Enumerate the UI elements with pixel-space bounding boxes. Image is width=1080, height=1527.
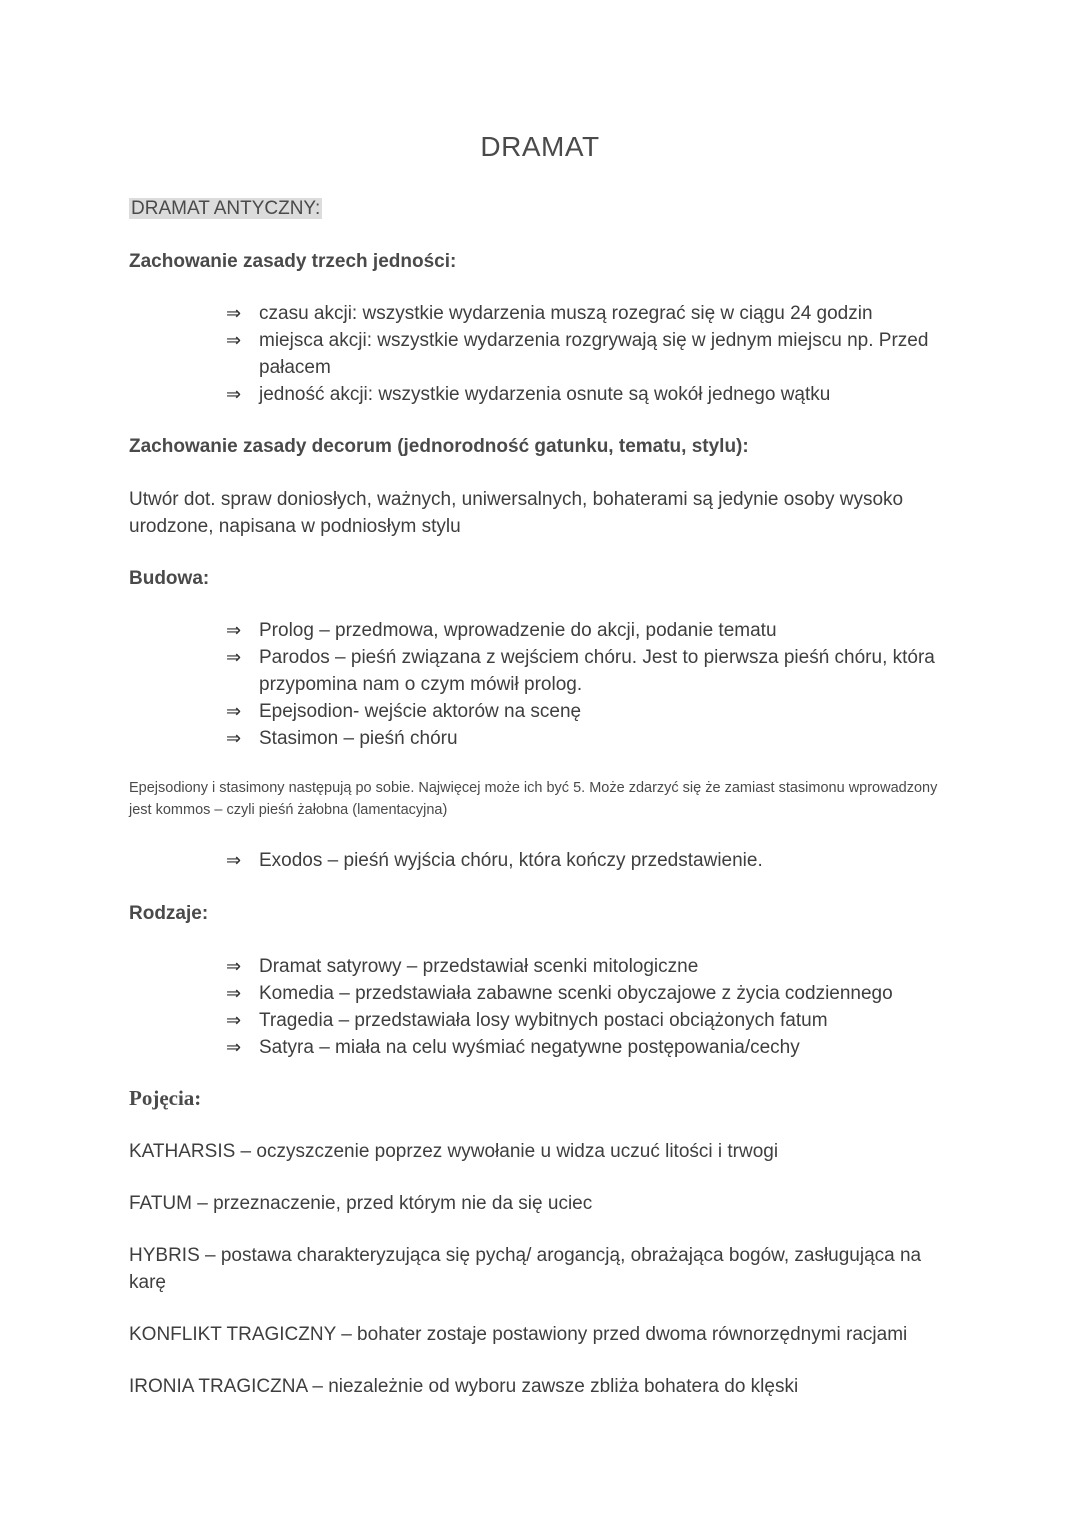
list-item	[226, 1034, 961, 1061]
double-arrow-right-icon: ⇒	[226, 983, 242, 1004]
double-arrow-right-icon: ⇒	[226, 956, 242, 977]
list-item-text: Exodos – pieśń wyjścia chóru, która kończy przedstawienie.	[259, 850, 763, 871]
concept-item: KONFLIKT TRAGICZNY – bohater zostaje postawiony przed dwoma równorzędnymi racjami	[129, 1324, 908, 1345]
structure-heading: Budowa:	[129, 568, 210, 589]
concept-item: FATUM – przeznaczenie, przed którym nie da się uciec	[129, 1193, 593, 1214]
double-arrow-right-icon: ⇒	[226, 1037, 242, 1058]
list-item	[226, 327, 961, 381]
list-item	[226, 300, 961, 327]
double-arrow-right-icon: ⇒	[226, 647, 242, 668]
list-item-text: Dramat satyrowy – przedstawiał scenki mitologiczne	[259, 956, 699, 977]
decorum-text: Utwór dot. spraw doniosłych, ważnych, uniwersalnych, bohaterami są jedynie osoby wysoko urodzone, napisana w podniosłym stylu	[129, 489, 904, 537]
list-item-text: Parodos – pieśń związana z wejściem chóru. Jest to pierwsza pieśń chóru, która przypomina nam o czym mówił prolog.	[259, 647, 935, 695]
decorum-heading: Zachowanie zasady decorum (jednorodność gatunku, tematu, stylu):	[129, 436, 749, 457]
kinds-list	[226, 953, 961, 1061]
structure-note: Epejsodiony i stasimony następują po sobie. Najwięcej może ich być 5. Może zdarzyć się że zamiast stasimonu wprowadzony jest kommos – czyli pieśń żałobna (lamentacyjna)	[129, 780, 938, 818]
double-arrow-right-icon: ⇒	[226, 701, 242, 722]
double-arrow-right-icon: ⇒	[226, 303, 242, 324]
list-item	[226, 617, 961, 644]
page-title: DRAMAT	[480, 131, 600, 162]
list-item-text: Tragedia – przedstawiała losy wybitnych postaci obciążonych fatum	[259, 1010, 828, 1031]
list-item-text: Komedia – przedstawiała zabawne scenki obyczajowe z życia codziennego	[259, 983, 893, 1004]
structure-list	[226, 617, 961, 752]
double-arrow-right-icon: ⇒	[226, 850, 242, 871]
kinds-heading: Rodzaje:	[129, 903, 209, 924]
list-item-text: Stasimon – pieśń chóru	[259, 728, 458, 749]
concepts-heading: Pojęcia:	[129, 1086, 202, 1110]
unity-heading: Zachowanie zasady trzech jedności:	[129, 251, 457, 272]
double-arrow-right-icon: ⇒	[226, 620, 242, 641]
list-item-text: Prolog – przedmowa, wprowadzenie do akcji, podanie tematu	[259, 620, 777, 641]
double-arrow-right-icon: ⇒	[226, 330, 242, 351]
list-item	[226, 644, 961, 698]
double-arrow-right-icon: ⇒	[226, 728, 242, 749]
unity-list	[226, 300, 961, 408]
concept-item: KATHARSIS – oczyszczenie poprzez wywołanie u widza uczuć litości i trwogi	[129, 1141, 779, 1162]
list-item	[226, 381, 961, 408]
double-arrow-right-icon: ⇒	[226, 384, 242, 405]
list-item-text: Epejsodion- wejście aktorów na scenę	[259, 701, 582, 722]
list-item-text: jedność akcji: wszystkie wydarzenia osnute są wokół jednego wątku	[259, 384, 831, 405]
list-item-text: miejsca akcji: wszystkie wydarzenia rozgrywają się w jednym miejscu np. Przed pałacem	[259, 330, 929, 378]
list-item	[226, 953, 961, 980]
list-item	[226, 1007, 961, 1034]
double-arrow-right-icon: ⇒	[226, 1010, 242, 1031]
list-item-text: czasu akcji: wszystkie wydarzenia muszą rozegrać się w ciągu 24 godzin	[259, 303, 873, 324]
list-item	[226, 725, 961, 752]
concept-item: IRONIA TRAGICZNA – niezależnie od wyboru zawsze zbliża bohatera do klęski	[129, 1376, 799, 1397]
section-label-wrap	[129, 195, 959, 222]
structure-final-list	[226, 847, 961, 874]
list-item	[226, 698, 961, 725]
list-item-text: Satyra – miała na celu wyśmiać negatywne postępowania/cechy	[259, 1037, 800, 1058]
concept-item: HYBRIS – postawa charakteryzująca się pychą/ arogancją, obrażająca bogów, zasługująca na karę	[129, 1245, 922, 1293]
list-item	[226, 980, 961, 1007]
list-item	[226, 847, 961, 874]
section-label: DRAMAT ANTYCZNY:	[131, 198, 321, 219]
